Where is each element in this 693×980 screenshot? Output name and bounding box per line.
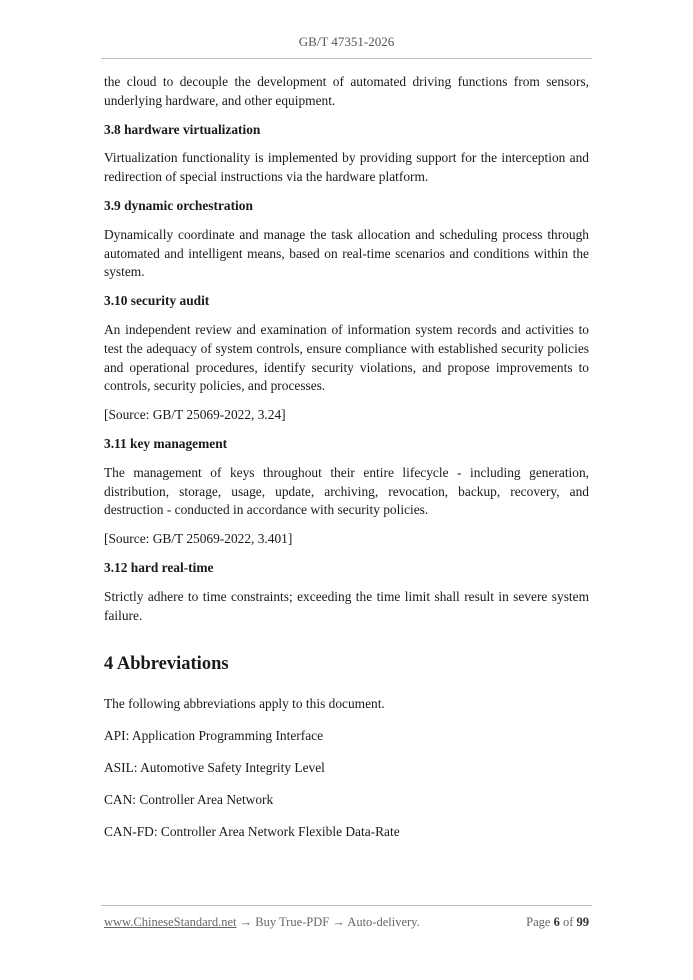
term-definition-3-8: Virtualization functionality is implemented by providing support for the interception and redirection of special instructions via the hardware platform.: [104, 150, 589, 185]
abbreviation-item: CAN: Controller Area Network: [104, 791, 274, 807]
term-heading-3-10: 3.10 security audit: [104, 293, 210, 309]
abbreviations-intro: The following abbreviations apply to this document.: [104, 696, 385, 712]
page-content: [104, 73, 589, 841]
footer-promo: [104, 915, 420, 930]
term-source-3-11: [Source: GB/T 25069-2022, 3.401]: [104, 531, 293, 547]
footer-promo-text: → Buy True-PDF → Auto-delivery.: [236, 915, 420, 929]
abbreviation-item: ASIL: Automotive Safety Integrity Level: [104, 759, 325, 775]
of-label: of: [562, 915, 574, 929]
footer-divider: [101, 905, 592, 906]
section-heading-abbreviations: 4 Abbreviations: [104, 654, 229, 675]
term-definition-3-10: An independent review and examination of information system records and activities to test the adequacy of system controls, ensure compliance with established security policies and operational procedures, identify security violations, and propose improvements to controls, security policies, and processes.: [104, 321, 589, 394]
document-id-header: GB/T 47351-2026: [298, 34, 395, 49]
abbreviation-item: API: Application Programming Interface: [104, 728, 324, 744]
abbreviation-item: CAN-FD: Controller Area Network Flexible Data-Rate: [104, 823, 400, 839]
site-link[interactable]: www.ChineseStandard.net: [104, 915, 237, 929]
term-definition-3-11: The management of keys throughout their entire lifecycle - including generation, distribution, storage, usage, update, archiving, revocation, backup, recovery, and destruction - conducted in accordance with security policies.: [104, 464, 589, 518]
page-number: [526, 915, 589, 930]
term-definition-3-12: Strictly adhere to time constraints; exceeding the time limit shall result in severe system failure.: [104, 588, 589, 623]
current-page: 6: [553, 915, 560, 929]
term-definition-3-9: Dynamically coordinate and manage the task allocation and scheduling process through automated and intelligent means, based on real-time scenarios and conditions within the system.: [104, 226, 589, 280]
header-divider: [101, 58, 592, 59]
term-source-3-10: [Source: GB/T 25069-2022, 3.24]: [104, 407, 286, 423]
term-heading-3-12: 3.12 hard real-time: [104, 559, 214, 575]
total-pages: 99: [576, 915, 589, 929]
paragraph-continuation: the cloud to decouple the development of automated driving functions from sensors, underlying hardware, and other equipment.: [104, 74, 589, 108]
page-label: Page: [526, 915, 551, 929]
term-heading-3-11: 3.11 key management: [104, 435, 228, 451]
term-heading-3-8: 3.8 hardware virtualization: [104, 121, 261, 137]
term-heading-3-9: 3.9 dynamic orchestration: [104, 197, 253, 213]
